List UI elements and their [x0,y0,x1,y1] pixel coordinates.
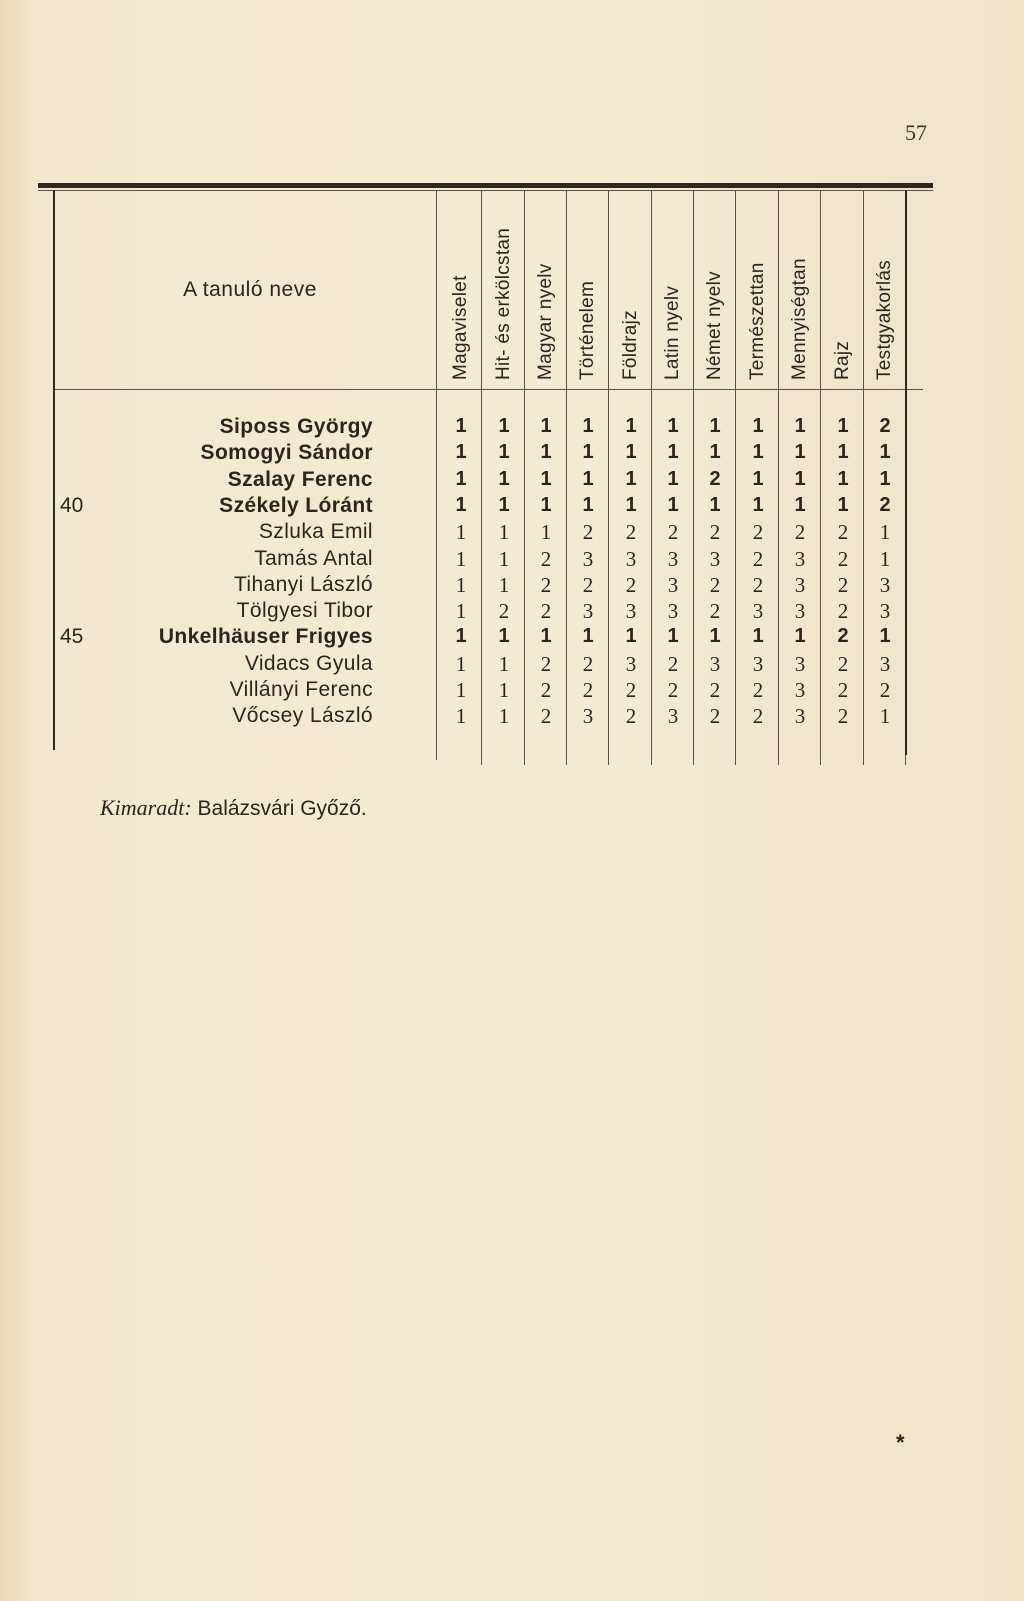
grade-cell: 1 [455,678,467,702]
grade-cell: 1 [455,625,467,648]
grade-cell: 2 [625,704,637,729]
grade-cell: 2 [625,678,637,702]
grade-cell: 1 [582,415,594,437]
grade-cell: 1 [709,415,721,437]
grade-cell: 1 [455,546,467,571]
grade-cell: 2 [625,572,637,597]
grade-cell: 2 [540,546,552,571]
grade-cell: 1 [498,625,510,648]
student-name: Tölgyesi Tibor [236,599,373,623]
column-header-label: Földrajz [620,310,641,380]
grade-cell: 3 [879,599,891,624]
grade-cell: 3 [667,704,679,729]
grade-cell: 1 [498,572,510,597]
grade-cell: 1 [455,572,467,597]
grade-cell: 1 [540,415,552,437]
table-row [0,520,1024,546]
grade-cell: 2 [752,520,764,545]
column-header [610,190,652,386]
grade-cell: 2 [837,546,849,571]
grade-cell: 1 [498,441,510,464]
grade-cell: 1 [794,493,806,516]
grade-cell: 1 [455,415,467,437]
column-header-label: Latin nyelv [662,285,683,380]
grade-cell: 3 [625,546,637,571]
grade-cell: 3 [582,704,594,729]
column-header [525,190,567,386]
grade-cell: 1 [455,520,467,545]
student-name: Somogyi Sándor [200,441,373,465]
student-name: Tihanyi László [233,572,373,596]
table-row [0,441,1024,467]
asterisk-mark: * [896,1430,905,1455]
table-row [0,573,1024,599]
table-row [0,678,1024,704]
footnote-label: Kimaradt: [100,795,192,820]
grade-cell: 1 [455,599,467,624]
column-header [483,190,525,386]
grade-cell: 2 [709,678,721,702]
grade-cell: 1 [752,467,764,490]
grade-cell: 1 [498,651,510,676]
grade-cell: 3 [625,651,637,676]
grade-cell: 1 [837,493,849,516]
grade-cell: 1 [794,625,806,648]
grade-cell: 1 [837,467,849,490]
column-header [694,190,736,386]
grade-cell: 1 [794,415,806,437]
grade-cell: 3 [667,599,679,624]
grade-cell: 1 [625,415,637,437]
grade-cell: 1 [498,467,510,490]
grade-cell: 1 [455,467,467,490]
column-header-label: Mennyiségtan [789,258,810,380]
column-header-label: Történelem [577,280,598,380]
grade-cell: 2 [837,678,849,702]
grade-cell: 1 [879,625,891,648]
grade-cell: 1 [455,704,467,729]
column-header [737,190,779,386]
grade-cell: 3 [879,572,891,597]
footnote-text: Balázsvári Győző. [191,797,367,820]
grade-cell: 1 [625,441,637,464]
grade-cell: 2 [879,415,891,437]
grade-cell: 2 [794,520,806,545]
grade-cell: 1 [498,704,510,729]
header-rule [55,389,923,390]
grade-cell: 1 [540,625,552,648]
grade-cell: 2 [540,572,552,597]
grade-cell: 3 [794,546,806,571]
grade-cell: 2 [709,520,721,545]
column-header [652,190,694,386]
table-row [0,704,1024,730]
grade-cell: 1 [455,441,467,464]
student-name: Siposs György [219,415,373,438]
student-name: Vőcsey László [232,704,373,728]
grade-cell: 2 [752,572,764,597]
row-number: 40 [60,493,84,517]
grade-cell: 1 [752,441,764,464]
grade-cell: 3 [794,678,806,702]
student-name: Tamás Antal [254,546,373,570]
grade-cell: 1 [879,467,891,490]
grade-cell: 1 [625,625,637,648]
column-header-label: Magyar nyelv [535,263,556,380]
student-name: Szalay Ferenc [227,467,373,491]
column-header [440,190,482,386]
grade-cell: 2 [837,704,849,729]
grade-cell: 1 [540,467,552,490]
column-header [822,190,864,386]
grade-cell: 2 [879,678,891,702]
grade-cell: 2 [837,625,849,648]
grade-cell: 1 [540,520,552,545]
column-header-label: Rajz [832,340,853,380]
grade-cell: 2 [752,704,764,729]
table-row [0,415,1024,441]
column-header-label: Német nyelv [704,271,725,380]
table-row [0,468,1024,494]
grade-cell: 1 [582,441,594,464]
grade-cell: 1 [709,493,721,516]
grade-cell: 2 [837,572,849,597]
grade-cell: 3 [752,651,764,676]
grade-cell: 1 [498,678,510,702]
grade-cell: 1 [667,467,679,490]
grade-cell: 1 [582,625,594,648]
grade-cell: 1 [455,493,467,516]
student-name: Szluka Emil [258,520,373,544]
grade-cell: 1 [540,441,552,464]
grade-cell: 1 [498,546,510,571]
grade-cell: 3 [752,599,764,624]
grade-cell: 1 [582,467,594,490]
name-column-header: A tanuló neve [183,278,317,301]
row-number: 45 [60,625,84,649]
grade-cell: 1 [752,493,764,516]
grade-cell: 2 [837,651,849,676]
grade-cell: 2 [540,651,552,676]
column-header [864,190,906,386]
grade-cell: 1 [837,441,849,464]
grade-cell: 1 [582,493,594,516]
grade-cell: 3 [794,599,806,624]
grade-cell: 2 [709,704,721,729]
top-rule [38,183,933,188]
grade-cell: 1 [498,415,510,437]
column-header-label: Hit- és erkölcstan [493,227,514,380]
grade-cell: 3 [794,704,806,729]
grade-cell: 1 [794,441,806,464]
grade-cell: 2 [879,493,891,516]
table-row [0,599,1024,625]
table-row [0,547,1024,573]
grade-cell: 3 [709,546,721,571]
grade-cell: 3 [582,546,594,571]
column-header-label: Természettan [747,262,768,380]
grade-cell: 1 [498,493,510,516]
grade-cell: 2 [709,599,721,624]
student-name: Székely Lóránt [219,493,373,517]
student-name: Villányi Ferenc [229,678,373,701]
grade-cell: 1 [752,625,764,648]
grade-cell: 2 [582,572,594,597]
grade-cell: 2 [667,651,679,676]
grade-cell: 1 [667,625,679,648]
grade-cell: 1 [625,467,637,490]
grade-cell: 2 [540,599,552,624]
grade-cell: 1 [625,493,637,516]
grade-cell: 3 [582,599,594,624]
student-name: Unkelhäuser Frigyes [158,625,373,649]
grade-cell: 2 [667,520,679,545]
grade-cell: 2 [752,546,764,571]
column-header [779,190,821,386]
grade-cell: 3 [667,572,679,597]
grade-cell: 1 [709,625,721,648]
grade-cell: 2 [837,599,849,624]
table-row [0,652,1024,678]
grade-cell: 1 [752,415,764,437]
grade-cell: 3 [625,599,637,624]
grade-cell: 2 [709,572,721,597]
grade-cell: 2 [582,678,594,702]
grade-cell: 1 [879,520,891,545]
grade-cell: 1 [879,441,891,464]
grade-cell: 2 [667,678,679,702]
column-header-label: Testgyakorlás [874,259,895,380]
footnote [100,795,367,821]
student-name: Vidacs Gyula [244,651,373,675]
grade-cell: 2 [582,520,594,545]
grade-cell: 3 [709,651,721,676]
table-row [0,625,1024,651]
grade-cell: 3 [667,546,679,571]
grade-cell: 1 [455,651,467,676]
grade-cell: 1 [837,415,849,437]
grade-cell: 1 [498,520,510,545]
grade-cell: 2 [540,704,552,729]
grade-cell: 2 [582,651,594,676]
grade-cell: 1 [540,493,552,516]
table-row [0,494,1024,520]
grade-cell: 3 [794,572,806,597]
grade-cell: 2 [709,467,721,490]
grade-cell: 2 [752,678,764,702]
grade-cell: 1 [667,415,679,437]
column-header [567,190,609,386]
grade-cell: 1 [667,441,679,464]
grade-cell: 1 [794,467,806,490]
grade-cell: 1 [879,546,891,571]
column-header-label: Magaviselet [450,275,471,380]
grade-cell: 1 [709,441,721,464]
grade-cell: 3 [879,651,891,676]
grade-cell: 1 [667,493,679,516]
grade-cell: 2 [498,599,510,624]
page-number: 57 [905,120,927,145]
grade-cell: 2 [837,520,849,545]
grade-cell: 2 [625,520,637,545]
grade-cell: 3 [794,651,806,676]
grade-cell: 1 [879,704,891,729]
grade-cell: 2 [540,678,552,702]
